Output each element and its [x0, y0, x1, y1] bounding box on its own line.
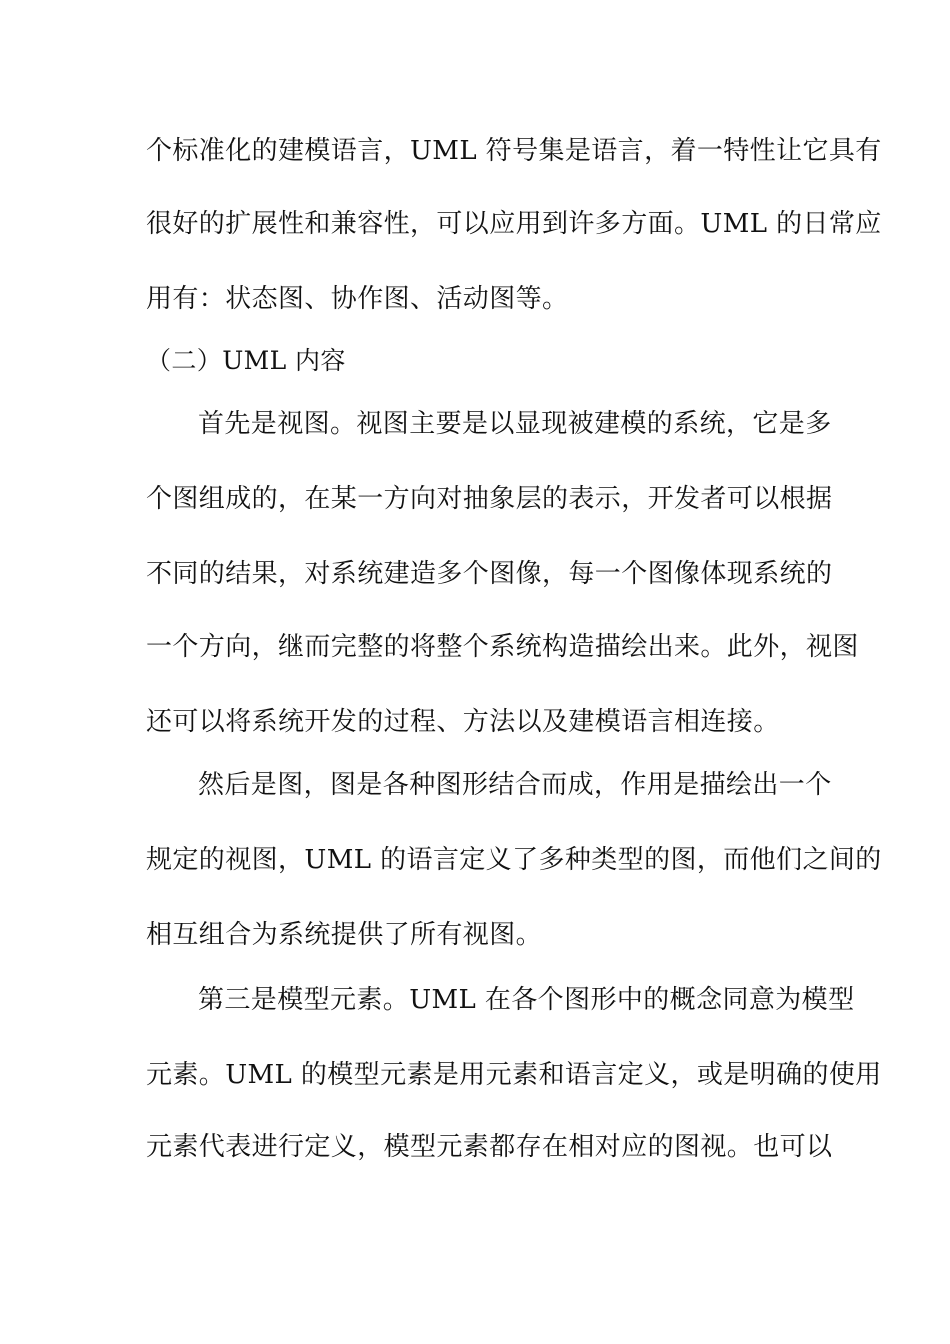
paragraph-line: 首先是视图。视图主要是以显现被建模的系统，它是多: [198, 409, 832, 439]
paragraph-line: 元素。UML 的模型元素是用元素和语言定义，或是明确的使用: [146, 1060, 882, 1090]
paragraph-line: 还可以将系统开发的过程、方法以及建模语言相连接。: [146, 707, 780, 737]
paragraph-line: 相互组合为系统提供了所有视图。: [146, 920, 543, 950]
paragraph-line: 第三是模型元素。UML 在各个图形中的概念同意为模型: [198, 985, 855, 1015]
paragraph-line: 个图组成的，在某一方向对抽象层的表示，开发者可以根据: [146, 484, 833, 514]
section-heading: （二）UML 内容: [146, 346, 346, 375]
paragraph-line: 不同的结果，对系统建造多个图像，每一个图像体现系统的: [146, 559, 833, 589]
paragraph-line: 很好的扩展性和兼容性，可以应用到许多方面。UML 的日常应: [146, 209, 882, 239]
paragraph-line: 用有：状态图、协作图、活动图等。: [146, 284, 569, 314]
paragraph-line: 个标准化的建模语言，UML 符号集是语言，着一特性让它具有: [146, 136, 882, 166]
paragraph-line: 然后是图，图是各种图形结合而成，作用是描绘出一个: [198, 770, 832, 800]
paragraph-line: 规定的视图，UML 的语言定义了多种类型的图，而他们之间的: [146, 845, 882, 875]
paragraph-line: 一个方向，继而完整的将整个系统构造描绘出来。此外，视图: [146, 632, 859, 662]
paragraph-line: 元素代表进行定义，模型元素都存在相对应的图视。也可以: [146, 1132, 833, 1162]
